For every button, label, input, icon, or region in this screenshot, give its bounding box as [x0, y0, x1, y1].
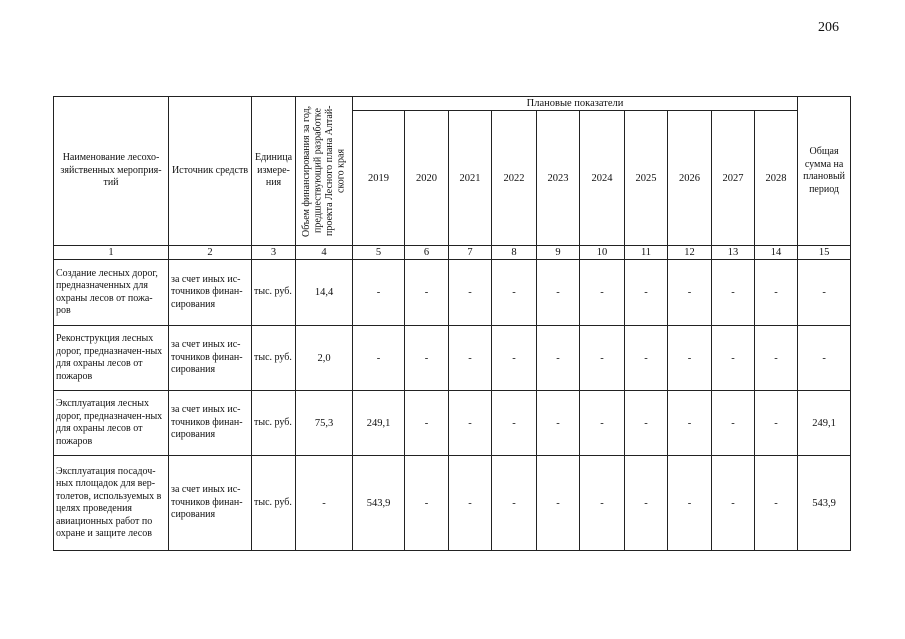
- year-value: -: [449, 260, 492, 326]
- year-value: -: [625, 391, 668, 456]
- year-value: -: [492, 260, 537, 326]
- year-value: -: [449, 326, 492, 391]
- column-number: 4: [296, 246, 353, 260]
- column-number: 14: [755, 246, 798, 260]
- year-value: -: [755, 456, 798, 551]
- year-value: -: [580, 391, 625, 456]
- year-value: -: [755, 260, 798, 326]
- year-value: -: [712, 326, 755, 391]
- table-row: [54, 260, 851, 326]
- header-activity-name: Наименование лесохо-зяйственных мероприя-тий: [54, 97, 169, 246]
- previous-year-value: -: [296, 456, 353, 551]
- funding-source: за счет иных ис-точников финан-сирования: [169, 260, 252, 326]
- header-year: 2025: [625, 111, 668, 246]
- header-year: 2028: [755, 111, 798, 246]
- year-value: -: [405, 391, 449, 456]
- header-year: 2024: [580, 111, 625, 246]
- year-value: -: [668, 391, 712, 456]
- year-value: 543,9: [353, 456, 405, 551]
- unit: тыс. руб.: [252, 326, 296, 391]
- column-number: 6: [405, 246, 449, 260]
- column-number: 1: [54, 246, 169, 260]
- page-number: 206: [818, 20, 839, 35]
- year-value: -: [580, 456, 625, 551]
- previous-year-value: 2,0: [296, 326, 353, 391]
- year-value: -: [625, 456, 668, 551]
- year-value: -: [353, 260, 405, 326]
- column-number: 13: [712, 246, 755, 260]
- year-value: -: [492, 326, 537, 391]
- year-value: -: [492, 391, 537, 456]
- year-value: -: [755, 391, 798, 456]
- activity-name: Создание лесных дорог, предназначенных для охраны лесов от пожа-ров: [54, 260, 169, 326]
- column-number: 9: [537, 246, 580, 260]
- year-value: -: [625, 326, 668, 391]
- header-year: 2019: [353, 111, 405, 246]
- year-value: -: [537, 260, 580, 326]
- funding-source: за счет иных ис-точников финан-сирования: [169, 391, 252, 456]
- column-number: 10: [580, 246, 625, 260]
- header-funding-source: Источник средств: [169, 97, 252, 246]
- header-year: 2022: [492, 111, 537, 246]
- column-number: 12: [668, 246, 712, 260]
- column-number: 11: [625, 246, 668, 260]
- activity-name: Реконструкция лесных дорог, предназначен-ных для охраны лесов от пожаров: [54, 326, 169, 391]
- column-number: 2: [169, 246, 252, 260]
- year-value: -: [449, 456, 492, 551]
- activity-name: Эксплуатация посадоч-ных площадок для вер-толетов, используемых в целях проведения авиационных работ по охране и защите лесов: [54, 456, 169, 551]
- year-value: -: [580, 326, 625, 391]
- year-value: -: [537, 391, 580, 456]
- column-number: 5: [353, 246, 405, 260]
- total-value: 543,9: [798, 456, 851, 551]
- header-year: 2026: [668, 111, 712, 246]
- funding-source: за счет иных ис-точников финан-сирования: [169, 326, 252, 391]
- header-year: 2027: [712, 111, 755, 246]
- year-value: -: [405, 260, 449, 326]
- column-number-row: [54, 246, 851, 260]
- year-value: -: [712, 456, 755, 551]
- header-year: 2020: [405, 111, 449, 246]
- header-previous-year-text: Объем финансирования за год, предшествующий разработке проекта Лесного плана Алтай-ского края: [301, 105, 347, 237]
- total-value: -: [798, 260, 851, 326]
- header-planned-indicators: Плановые показатели: [353, 97, 798, 111]
- year-value: -: [537, 456, 580, 551]
- unit: тыс. руб.: [252, 456, 296, 551]
- year-value: -: [353, 326, 405, 391]
- previous-year-value: 75,3: [296, 391, 353, 456]
- table-row: [54, 326, 851, 391]
- year-value: -: [405, 456, 449, 551]
- year-value: -: [492, 456, 537, 551]
- year-value: -: [405, 326, 449, 391]
- year-value: -: [668, 326, 712, 391]
- column-number: 3: [252, 246, 296, 260]
- column-number: 8: [492, 246, 537, 260]
- year-value: -: [580, 260, 625, 326]
- year-value: -: [537, 326, 580, 391]
- year-value: -: [755, 326, 798, 391]
- unit: тыс. руб.: [252, 260, 296, 326]
- year-value: -: [449, 391, 492, 456]
- year-value: -: [668, 260, 712, 326]
- year-value: -: [712, 391, 755, 456]
- unit: тыс. руб.: [252, 391, 296, 456]
- column-number: 7: [449, 246, 492, 260]
- table-row: [54, 391, 851, 456]
- year-value: -: [625, 260, 668, 326]
- year-value: -: [668, 456, 712, 551]
- column-number: 15: [798, 246, 851, 260]
- year-value: 249,1: [353, 391, 405, 456]
- funding-source: за счет иных ис-точников финан-сирования: [169, 456, 252, 551]
- header-year: 2023: [537, 111, 580, 246]
- total-value: -: [798, 326, 851, 391]
- header-year: 2021: [449, 111, 492, 246]
- header-unit: Единица измере-ния: [252, 97, 296, 246]
- financing-plan-table: [53, 96, 851, 551]
- total-value: 249,1: [798, 391, 851, 456]
- header-previous-year-funding: [296, 97, 353, 246]
- activity-name: Эксплуатация лесных дорог, предназначен-ных для охраны лесов от пожаров: [54, 391, 169, 456]
- table-row: [54, 456, 851, 551]
- header-total-sum: Общая сумма на плановый период: [798, 97, 851, 246]
- year-value: -: [712, 260, 755, 326]
- previous-year-value: 14,4: [296, 260, 353, 326]
